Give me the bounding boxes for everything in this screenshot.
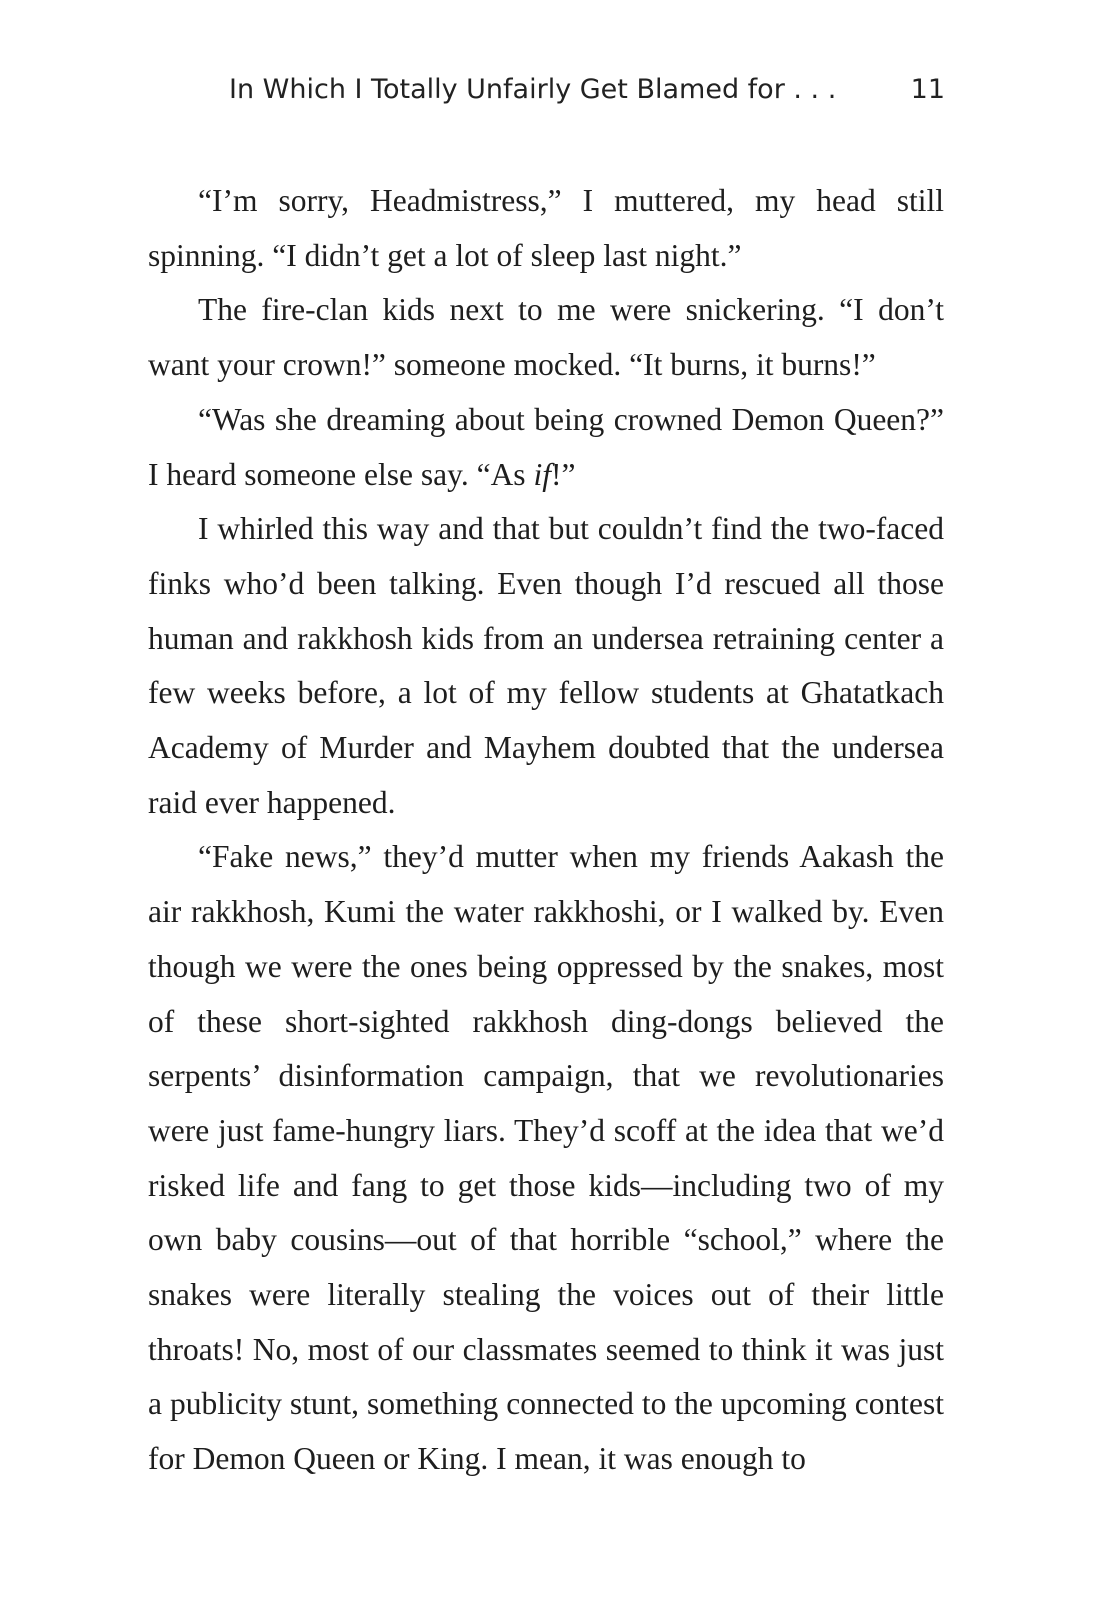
paragraph-text: “Fake news,” they’d mutter when my friends Aakash the air rakkhosh, Kumi the water rakkhoshi, or I walked by. Even though we were the ones being oppressed by the snakes, most of these short-sighted rakkhosh ding-dongs believed the serpents’ disinformation campaign, that we revolutionaries were just fame-hungry liars. They’d scoff at the idea that we’d risked life and fang to get those kids—including two of my own baby cousins—out of that horrible “school,” where the snakes were literally stealing the voices out of their little throats! No, most of our classmates seemed to think it was just a publicity stunt, something connected to the upcoming contest for Demon Queen or King. I mean, it was enough to <box>148 839 944 1477</box>
paragraph-text: I whirled this way and that but couldn’t find the two-faced finks who’d been talking. Even though I’d rescued all those human and rakkhosh kids from an undersea retraining center a few weeks before, a lot of my fellow students at Ghatatkach Academy of Murder and Mayhem doubted that the undersea raid ever happened. <box>148 511 944 820</box>
chapter-title: In Which I Totally Unfairly Get Blamed for . . . <box>229 74 837 105</box>
paragraph-text: “Was she dreaming about being crowned Demon Queen?” I heard someone else say. “As <box>148 401 944 492</box>
running-head <box>229 68 945 112</box>
paragraph <box>148 174 944 283</box>
paragraph-text: !” <box>550 456 576 492</box>
paragraph <box>148 830 944 1486</box>
body-text <box>148 174 944 1487</box>
italic-emphasis: if <box>533 456 551 492</box>
paragraph <box>148 283 944 392</box>
paragraph <box>148 393 944 502</box>
paragraph-text: The fire-clan kids next to me were snickering. “I don’t want your crown!” someone mocked. “It burns, it burns!” <box>148 292 944 383</box>
paragraph <box>148 502 944 830</box>
page-number: 11 <box>910 74 945 105</box>
paragraph-text: “I’m sorry, Headmistress,” I muttered, my head still spinning. “I didn’t get a lot of sleep last night.” <box>148 183 944 273</box>
